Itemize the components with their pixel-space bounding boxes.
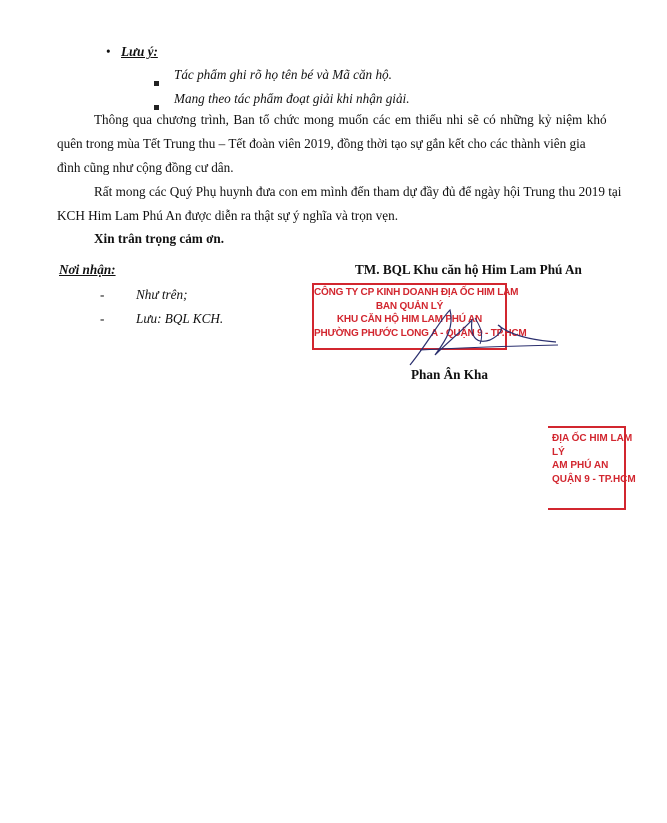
recipient-item-1: Như trên; <box>136 287 188 302</box>
note-item-bullet-1 <box>154 73 159 91</box>
closing-text: Xin trân trọng cảm ơn. <box>94 231 225 246</box>
partial-stamp-line-2: LÝ <box>552 446 565 458</box>
stamp-line-4: PHƯỜNG PHƯỚC LONG A - QUẬN 9 - TP.HCM <box>314 327 527 339</box>
paragraph-1-line-2: quên trong mùa Tết Trung thu – Tết đoàn viên 2019, đồng thời tạo sự gắn kết cho các thành viên gia <box>57 136 586 151</box>
partial-stamp-line-1: ĐỊA ỐC HIM LAM <box>552 433 633 444</box>
note-bullet: • <box>106 44 111 59</box>
note-item-1: Tác phẩm ghi rõ họ tên bé và Mã căn hộ. <box>174 67 392 82</box>
partial-stamp-line-3: AM PHÚ AN <box>552 460 609 471</box>
recipient-dash-2: - <box>100 311 105 326</box>
stamp-line-1: CÔNG TY CP KINH DOANH ĐỊA ỐC HIM LAM <box>314 287 519 298</box>
paragraph-1-line-3: đình cũng như cộng đồng cư dân. <box>57 160 234 175</box>
partial-stamp-line-4: QUẬN 9 - TP.HCM <box>552 473 636 485</box>
partial-stamp <box>548 426 636 510</box>
recipients-title: Nơi nhận: <box>59 262 116 277</box>
paragraph-2-line-2: KCH Him Lam Phú An được diễn ra thật sự ý nghĩa và trọn vẹn. <box>57 208 399 223</box>
paragraph-1-line-1: Thông qua chương trình, Ban tổ chức mong muốn các em thiếu nhi sẽ có những kỷ niệm khó <box>94 112 607 127</box>
recipient-item-2: Lưu: BQL KCH. <box>136 311 224 326</box>
recipient-dash-1: - <box>100 287 105 302</box>
signature-title: TM. BQL Khu căn hộ Him Lam Phú An <box>355 262 582 277</box>
stamp-line-3: KHU CĂN HỘ HIM LAM PHÚ AN <box>336 314 483 325</box>
stamp-line-2: BAN QUẢN LÝ <box>375 300 444 312</box>
note-item-2: Mang theo tác phẩm đoạt giải khi nhận giải. <box>174 91 410 106</box>
signer-name: Phan Ân Kha <box>411 367 488 382</box>
note-title: Lưu ý: <box>121 44 158 59</box>
paragraph-2-line-1: Rất mong các Quý Phụ huynh đưa con em mình đến tham dự đầy đủ để ngày hội Trung thu 2019 tại <box>94 184 622 199</box>
